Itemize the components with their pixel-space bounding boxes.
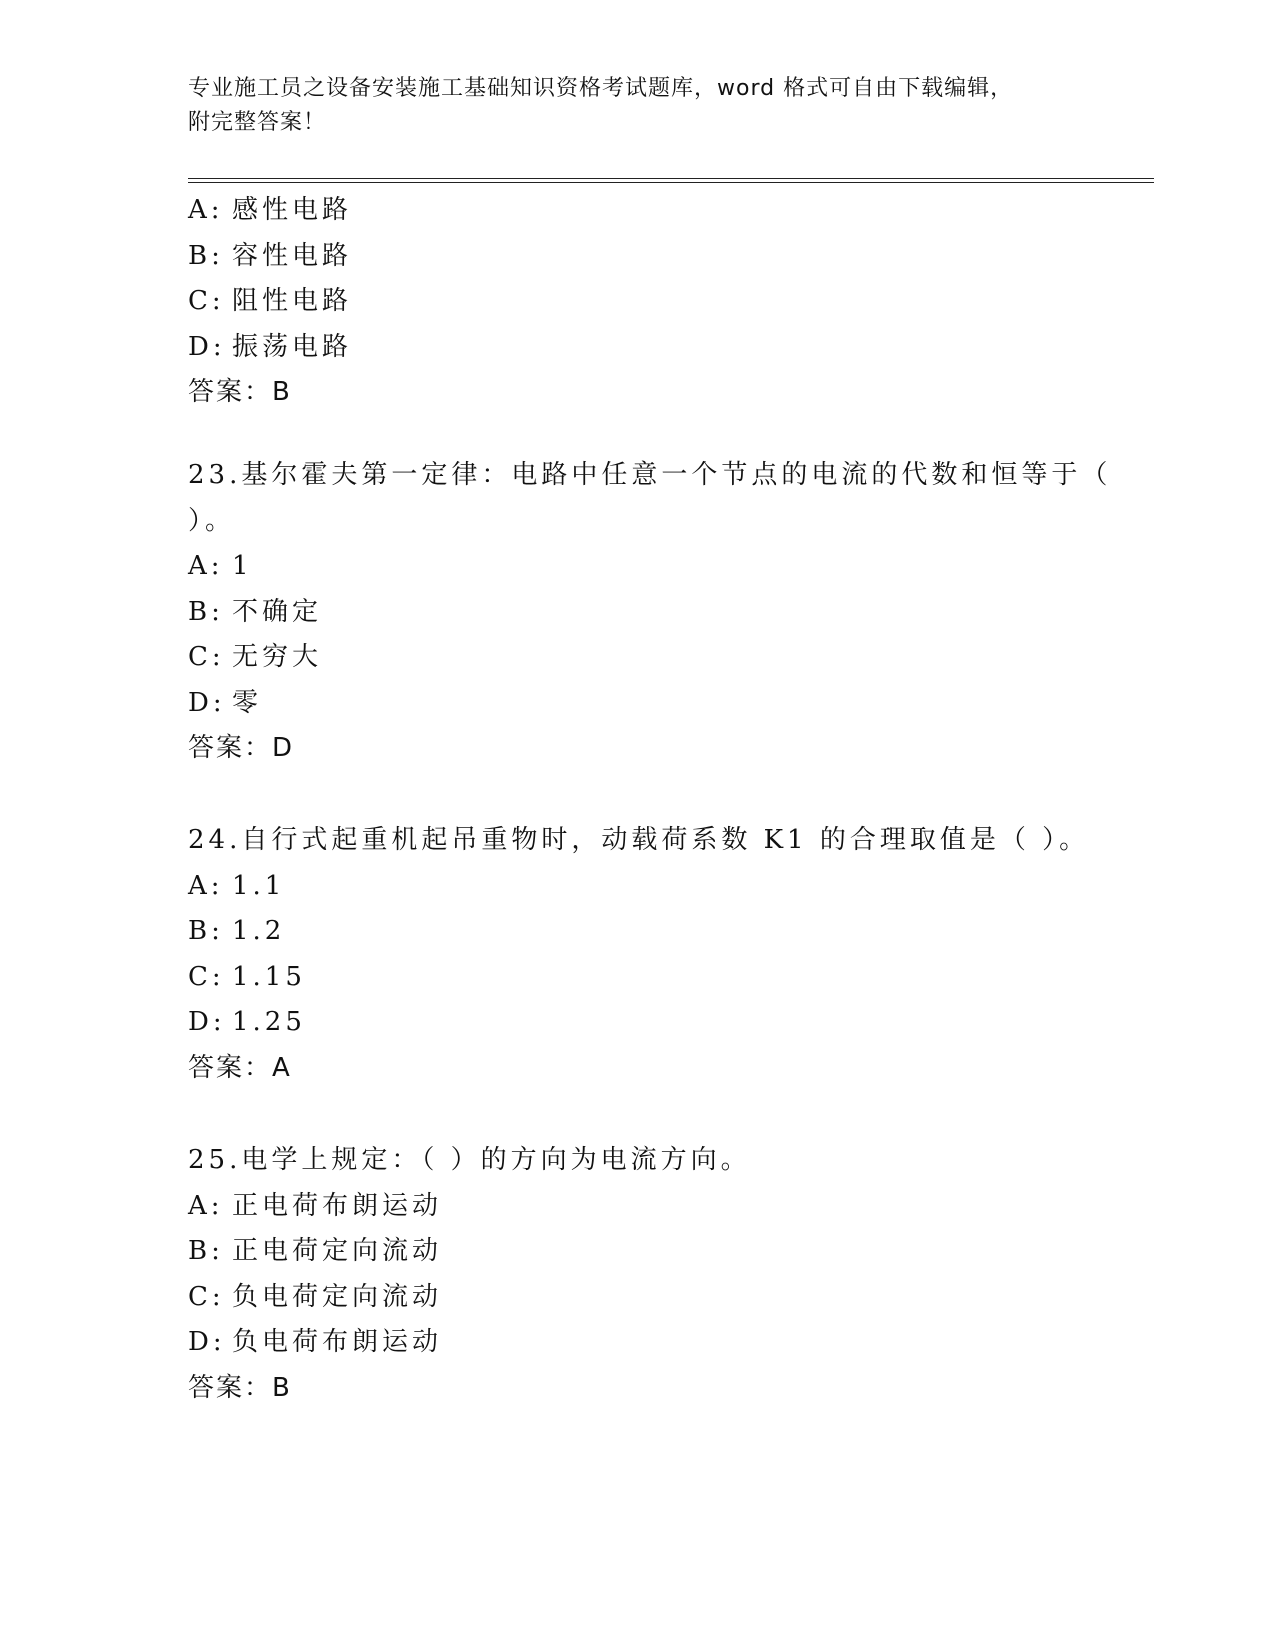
option-b: B: 容性电路 bbox=[188, 240, 353, 271]
header-line-1: 专业施工员之设备安装施工基础知识资格考试题库，word 格式可自由下载编辑， bbox=[188, 76, 1014, 101]
question-25 bbox=[188, 1138, 1088, 1411]
question-24 bbox=[188, 818, 1088, 1091]
answer: 答案：D bbox=[188, 733, 295, 763]
option-b: B: 1.2 bbox=[188, 916, 286, 946]
option-d: D: 1.25 bbox=[188, 1007, 306, 1037]
question-23 bbox=[188, 453, 1112, 772]
option-d: D: 振荡电路 bbox=[188, 331, 353, 362]
header-line-2: 附完整答案！ bbox=[188, 110, 327, 135]
option-a: A: 1 bbox=[188, 551, 253, 581]
question-stem: 23.基尔霍夫第一定律：电路中任意一个节点的电流的代数和恒等于（ bbox=[188, 460, 1112, 490]
option-c: C: 负电荷定向流动 bbox=[188, 1281, 443, 1312]
question-stem: 25.电学上规定：（ ）的方向为电流方向。 bbox=[188, 1145, 751, 1175]
option-b: B: 正电荷定向流动 bbox=[188, 1236, 443, 1266]
option-d: D: 零 bbox=[188, 687, 263, 718]
option-d: D: 负电荷布朗运动 bbox=[188, 1327, 443, 1357]
option-c: C: 1.15 bbox=[188, 961, 306, 992]
option-b: B: 不确定 bbox=[188, 596, 323, 627]
answer: 答案：A bbox=[188, 1052, 292, 1083]
header-divider bbox=[188, 178, 1154, 183]
option-a: A: 1.1 bbox=[188, 870, 286, 901]
question-22-partial bbox=[188, 188, 1088, 416]
question-stem: 24.自行式起重机起吊重物时，动载荷系数 K1 的合理取值是（ ）。 bbox=[188, 825, 1090, 855]
question-stem-continued: ）。 bbox=[188, 505, 236, 536]
option-c: C: 无穷大 bbox=[188, 642, 323, 672]
option-c: C: 阻性电路 bbox=[188, 286, 353, 316]
document-header bbox=[188, 72, 1088, 140]
answer: 答案：B bbox=[188, 1372, 292, 1403]
option-a: A: 感性电路 bbox=[188, 195, 353, 225]
option-a: A: 正电荷布朗运动 bbox=[188, 1190, 443, 1221]
answer: 答案：B bbox=[188, 377, 292, 407]
